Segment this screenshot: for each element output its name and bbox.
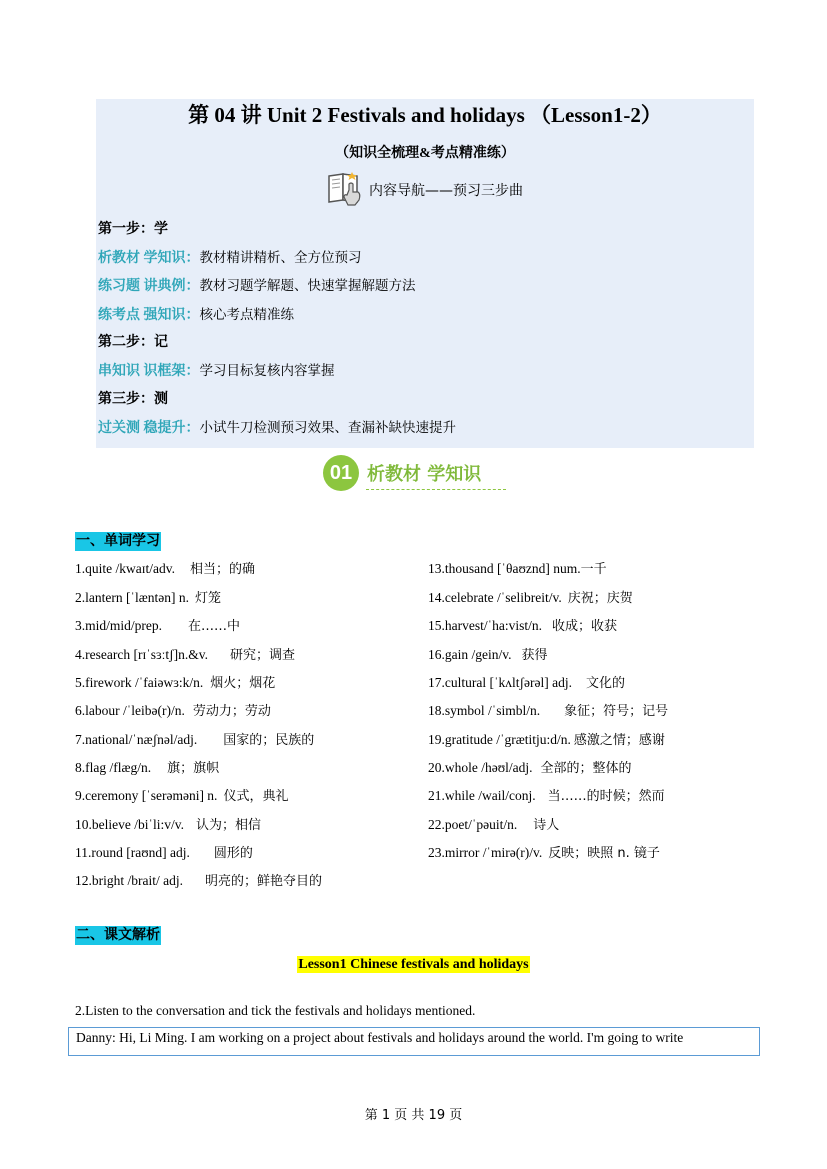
vocab-item (428, 616, 617, 637)
vocab-zh: 全部的；整体的 (540, 761, 632, 776)
step-item (98, 361, 335, 382)
step-one-heading: 第一步：学 (98, 222, 168, 237)
vocab-en: 3.mid/mid/prep. (75, 618, 162, 633)
page-footer: 第 1 页 共 19 页 (364, 1108, 463, 1123)
vocab-item (75, 815, 261, 836)
content-nav (325, 172, 523, 208)
vocab-item (428, 815, 559, 836)
vocab-item (428, 645, 548, 666)
vocab-zh: 明亮的；鲜艳夺目的 (204, 874, 322, 889)
step-item-desc: 小试牛刀检测预习效果、查漏补缺快速提升 (199, 420, 456, 436)
step-item (98, 248, 362, 269)
vocab-zh: 获得 (521, 648, 548, 663)
vocab-zh: 反映；映照 n. 镜子 (548, 846, 660, 861)
vocab-en: 5.firework /ˈfaiəwɜ:k/n. (75, 675, 204, 690)
vocab-item (428, 701, 668, 722)
vocab-en: 18.symbol /ˈsimbl/n. (428, 703, 541, 718)
vocab-item (428, 758, 632, 779)
vocab-en: 17.cultural [ˈkʌltʃərəl] adj. (428, 675, 572, 690)
vocab-en: 21.while /wail/conj. (428, 788, 536, 803)
book-hand-icon (325, 170, 365, 211)
step-three-heading: 第三步：测 (98, 392, 168, 407)
badge-label: 析教材 学知识 (367, 464, 482, 485)
vocab-item (428, 786, 665, 807)
badge-number: 01 (323, 455, 359, 491)
page-subtitle: （知识全梳理&考点精准练） (335, 146, 515, 161)
vocab-item (75, 871, 322, 892)
vocab-item (428, 673, 625, 694)
vocab-zh: 旗；旗帜 (167, 761, 220, 776)
vocab-item (75, 588, 221, 609)
vocab-item (428, 843, 660, 864)
vocab-en: 20.whole /həʊl/adj. (428, 760, 533, 775)
step-item-desc: 教材习题学解题、快速掌握解题方法 (199, 278, 416, 294)
vocab-zh: 相当；的确 (189, 562, 255, 577)
step-item (98, 418, 456, 439)
vocab-en: 15.harvest/ˈha:vist/n. (428, 618, 542, 633)
vocab-en: 9.ceremony [ˈserəməni] n. (75, 788, 218, 803)
vocab-item (75, 645, 295, 666)
step-item-desc: 学习目标复核内容掌握 (199, 363, 335, 379)
vocab-zh: 诗人 (533, 818, 560, 833)
vocab-item (75, 843, 253, 864)
nav-label: 内容导航——预习三步曲 (369, 183, 523, 199)
vocab-zh: 仪式，典礼 (223, 789, 289, 804)
vocab-en: 12.bright /brait/ adj. (75, 873, 183, 888)
vocab-item (428, 559, 607, 580)
step-item-key: 析教材 学知识： (98, 251, 200, 266)
step-item-key: 串知识 识框架： (98, 364, 200, 379)
vocab-zh: 文化的 (585, 676, 625, 691)
step-item-key: 练习题 讲典例： (98, 279, 200, 294)
vocab-item (428, 730, 665, 751)
vocab-item (428, 588, 633, 609)
page-title: 第 04 讲 Unit 2 Festivals and holidays （Lesson1-2） (188, 103, 662, 127)
vocab-en: 4.research [rɪˈsɜːtʃ]n.&v. (75, 647, 208, 662)
vocab-item (75, 616, 240, 637)
vocab-zh: 庆祝；庆贺 (567, 591, 633, 606)
vocab-zh: 当……的时候；然而 (547, 789, 665, 804)
vocab-zh: 劳动力；劳动 (192, 704, 271, 719)
vocab-zh: 认为；相信 (195, 818, 261, 833)
section-badge (323, 455, 481, 491)
vocab-en: 1.quite /kwaɪt/adv. (75, 561, 175, 576)
section-heading-text-analysis: 二、课文解析 (76, 928, 160, 943)
vocab-item (75, 758, 219, 779)
section-heading-vocab: 一、单词学习 (76, 534, 160, 549)
vocab-en: 11.round [raʊnd] adj. (75, 845, 190, 860)
vocab-en: 8.flag /flæg/n. (75, 760, 152, 775)
vocab-en: 22.poet/ˈpəuit/n. (428, 817, 518, 832)
vocab-zh: 烟火；烟花 (210, 676, 276, 691)
step-item-desc: 核心考点精准练 (199, 307, 294, 323)
badge-underline (366, 489, 506, 490)
vocab-zh: 圆形的 (213, 846, 253, 861)
vocab-item (75, 786, 288, 807)
vocab-en: 7.national/ˈnæʃnəl/adj. (75, 732, 198, 747)
lesson-title (0, 955, 827, 973)
vocab-en: 14.celebrate /ˈselibreit/v. (428, 590, 562, 605)
vocab-item (75, 701, 271, 722)
dialogue-line: Danny: Hi, Li Ming. I am working on a project about festivals and holidays around the world. I'm going to write (76, 1030, 684, 1045)
vocab-zh: 在……中 (188, 619, 241, 634)
vocab-zh: 一千 (580, 562, 607, 577)
step-item (98, 276, 416, 297)
vocab-item (75, 730, 314, 751)
vocab-en: 13.thousand [ˈθaʊznd] num. (428, 561, 581, 576)
vocab-en: 6.labour /ˈleibə(r)/n. (75, 703, 185, 718)
vocab-zh: 国家的；民族的 (223, 733, 315, 748)
step-item-desc: 教材精讲精析、全方位预习 (199, 250, 362, 266)
vocab-en: 16.gain /gein/v. (428, 647, 512, 662)
vocab-en: 19.gratitude /ˈgrætitju:d/n. (428, 732, 571, 747)
vocab-en: 23.mirror /ˈmirə(r)/v. (428, 845, 543, 860)
vocab-zh: 灯笼 (194, 591, 221, 606)
vocab-zh: 象征；符号；记号 (564, 704, 669, 719)
step-two-heading: 第二步：记 (98, 335, 168, 350)
exercise-instruction: 2.Listen to the conversation and tick the festivals and holidays mentioned. (75, 1003, 476, 1018)
vocab-item (75, 559, 255, 580)
lesson-title-text: Lesson1 Chinese festivals and holidays (298, 957, 529, 972)
step-item (98, 305, 294, 326)
vocab-en: 2.lantern [ˈlæntən] n. (75, 590, 189, 605)
vocab-item (75, 673, 275, 694)
step-item-key: 练考点 强知识： (98, 308, 200, 323)
vocab-en: 10.believe /biˈli:v/v. (75, 817, 184, 832)
vocab-zh: 收成；收获 (551, 619, 617, 634)
step-item-key: 过关测 稳提升： (98, 421, 200, 436)
vocab-zh: 研究；调查 (230, 648, 296, 663)
vocab-zh: 感激之情；感谢 (573, 733, 665, 748)
